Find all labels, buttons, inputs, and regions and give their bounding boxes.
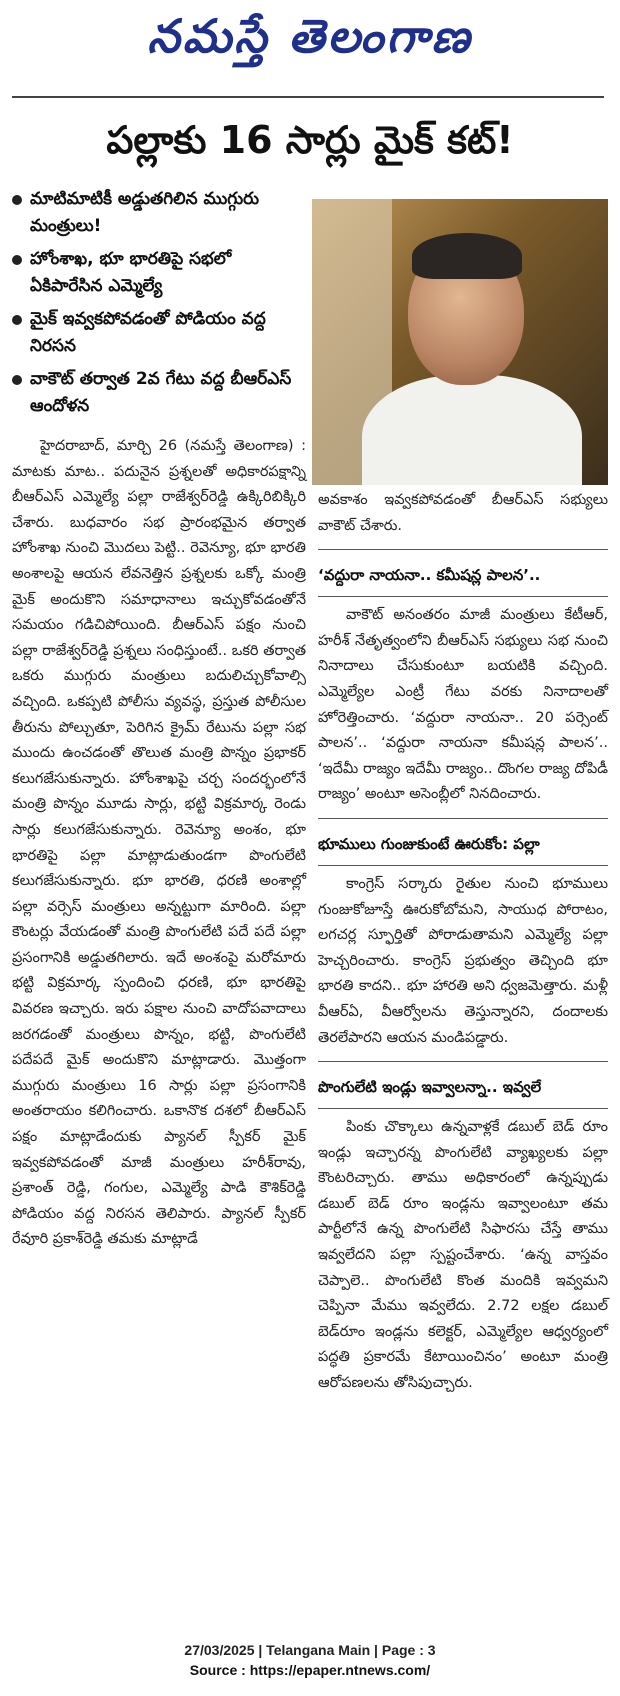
bullet-dot-icon bbox=[12, 255, 22, 265]
section-divider bbox=[318, 865, 608, 866]
section-heading: భూములు గుంజుకుంటే ఊరుకోం: పల్లా bbox=[318, 834, 540, 853]
top-divider bbox=[12, 96, 604, 98]
section-paragraph: కాంగ్రెస్ సర్కారు రైతుల నుంచి భూములు గుంజుకోజూస్తే ఊరుకోబోమని, సాయుధ పోరాటం, లగచర్ల స్ఫూర్తితో పోరాడుతామని ఎమ్మెల్యే పల్లా హెచ్చరించారు. కాంగ్రెస్ ప్రభుత్వం తెచ్చింది భూ భారతి కాదని.. భూ హారతి అని ధ్వజమెత్తారు. మళ్లీ వీఆర్ఏ, వీఆర్వోలను తెస్తున్నారని, దందాలకు తెరలేపారని ఆయన మండిపడ్డారు. bbox=[318, 875, 608, 1046]
edition-info: 27/03/2025 | Telangana Main | Page : 3 bbox=[184, 1642, 436, 1658]
bullet-text: హోంశాఖ, భూ భారతిపై సభలో ఏకిపారేసిన ఎమ్మెల్యే bbox=[30, 249, 232, 296]
bullet-text: మాటిమాటికీ అడ్డుతగిలిన ముగ్గురు మంత్రులు! bbox=[30, 189, 260, 236]
bullet-item bbox=[12, 366, 304, 420]
bullet-item bbox=[12, 246, 304, 300]
article-section bbox=[318, 818, 608, 1051]
bullet-item bbox=[12, 306, 304, 360]
section-paragraph: వాకౌట్ అనంతరం మాజీ మంత్రులు కేటీఆర్, హరీశ్ నేతృత్వంలోని బీఆర్ఎస్ సభ్యులు సభ నుంచి నినాదాలు చేసుకుంటూ బయటికి వచ్చింది. ఎమ్మెల్యేల ఎంట్రీ గేటు వరకు నినాదాలతో హోరెత్తించారు. ‘వద్దురా నాయనా.. 20 పర్సెంట్ పాలన’.. ‘వద్దురా నాయనా కమీషన్ల పాలన’.. ‘ఇదేమీ రాజ్యం ఇదేమీ రాజ్యం.. దొంగల రాజ్య దోపిడీ రాజ్యం’ అంటూ అసెంబ్లీలో నినదించారు. bbox=[318, 607, 608, 803]
bullet-dot-icon bbox=[12, 375, 22, 385]
section-paragraph: పింకు చొక్కాలు ఉన్నవాళ్లకే డబుల్ బెడ్ రూం ఇండ్లు ఇచ్చారన్న పొంగులేటి వ్యాఖ్యలకు పల్లా కౌంటరిచ్చారు. తాము అధికారంలో ఉన్నప్పుడు డబుల్ బెడ్ రూం ఇండ్లను ఇవ్వాలంటూ తమ పార్టీలోనే ఉన్న పొంగులేటి సిఫారసు చేస్తే తాము ఇవ్వలేదని పల్లా స్పష్టంచేశారు. ‘ఉన్న వాస్తవం చెప్పాలె.. పొంగులేటి కొంత మందికి ఇవ్వమని చెప్పినా మేము ఇవ్వలేదు. 2.72 లక్షల డబుల్ బెడ్‌రూం ఇండ్లను కలెక్టర్, ఎమ్మెల్యేల ఆధ్వర్యంలో పద్ధతి ప్రకారమే కేటాయించినం’ అంటూ మంత్రి ఆరోపణలను తోసిపుచ్చారు. bbox=[318, 1119, 608, 1392]
masthead bbox=[0, 0, 620, 84]
article-body-left-column bbox=[12, 434, 306, 1253]
article-headline: పల్లాకు 16 సార్లు మైక్ కట్! bbox=[106, 118, 514, 162]
article-section bbox=[318, 1061, 608, 1397]
article-body-right-column bbox=[318, 488, 608, 1397]
highlight-bullets bbox=[12, 186, 304, 426]
bullet-text: వాకౌట్ తర్వాత 2వ గేటు వద్ద బీఆర్ఎస్ ఆందోళన bbox=[30, 369, 292, 416]
bullet-dot-icon bbox=[12, 315, 22, 325]
page-footer bbox=[0, 1640, 620, 1680]
source-link[interactable]: Source : https://epaper.ntnews.com/ bbox=[189, 1662, 431, 1678]
bullet-dot-icon bbox=[12, 195, 22, 205]
section-divider bbox=[318, 549, 608, 550]
article-section bbox=[318, 549, 608, 808]
section-divider bbox=[318, 1061, 608, 1062]
newspaper-title: నమస్తే తెలంగాణ bbox=[147, 9, 473, 63]
article-paragraph: అవకాశం ఇవ్వకపోవడంతో బీఆర్ఎస్ సభ్యులు వాకౌట్ చేశారు. bbox=[318, 492, 608, 534]
section-divider bbox=[318, 1108, 608, 1109]
bullet-item bbox=[12, 186, 304, 240]
person-photo bbox=[312, 199, 608, 485]
section-heading: పొంగులేటి ఇండ్లు ఇవ్వాలన్నా.. ఇవ్వలే bbox=[318, 1078, 542, 1097]
article-paragraph: హైదరాబాద్, మార్చి 26 (నమస్తే తెలంగాణ) : మాటకు మాట.. పదునైన ప్రశ్నలతో అధికారపక్షాన్ని బీఆర్ఎస్ ఎమ్మెల్యే పల్లా రాజేశ్వర్‌రెడ్డి ఉక్కిరిబిక్కిరి చేశారు. బుధవారం సభ ప్రారంభమైన తర్వాత హోంశాఖ నుంచి మొదలు పెట్టి.. రెవెన్యూ, భూ భారతి అంశాలపై ఆయన లేవనెత్తిన ప్రశ్నలకు ఒక్కో మంత్రి మైక్ అందుకొని సమాధానాలు ఇచ్చుకోవడంతోనే సమయం గడిచిపోయింది. బీఆర్ఎస్ పక్షం నుంచి పల్లా రాజేశ్వర్‌రెడ్డి ప్రశ్నలు సంధిస్తుంటే.. ఒకరి తర్వాత ఒకరు ముగ్గురు మంత్రులు బదులిచ్చుకోవాల్సి వచ్చింది. ఒకప్పటి పోలీసు వ్యవస్థ, ప్రస్తుత పోలీసుల తీరును పోల్చుతూ, పెరిగిన క్రైమ్ రేటును పల్లా సభ ముందు ఉంచడంతో తొలుత మంత్రి పొన్నం ప్రభాకర్ కలుగజేసుకున్నారు. హోంశాఖపై చర్చ సందర్భంలోనే మంత్రి పొన్నం మూడు సార్లు, భట్టి విక్రమార్క రెండు సార్లు కలుగజేసుకున్నారు. రెవెన్యూ అంశం, భూ భారతిపై పల్లా మాట్లాడుతుండగా పొంగులేటి కలుగజేసుకున్నారు. భూ భారతి, ధరణి అంశాల్లో పల్లా వర్సెస్ మంత్రులు అన్నట్టుగా మారింది. పల్లా కౌంటర్లు వేయడంతో మంత్రి పొంగులేటి పదే పదే పల్లా ప్రసంగానికి అడ్డుతగిలారు. ఇదే అంశంపై మరోమారు భట్టి విక్రమార్క స్పందించి ధరణి, భూ భారతిపై వివరణ ఇచ్చారు. ఇరు పక్షాల నుంచి వాదోపవాదాలు జరగడంతో మంత్రులు పొన్నం, భట్టి, పొంగులేటి పదేపదే మైక్ అందుకొని మాట్లాడారు. మొత్తంగా ముగ్గురు మంత్రులు 16 సార్లు పల్లా ప్రసంగానికి అంతరాయం కలిగించారు. ఒకానొక దశలో బీఆర్ఎస్ పక్షం మాట్లాడేందుకు ప్యానల్ స్పీకర్ మైక్ ఇవ్వకపోవడంతో మాజీ మంత్రులు హరీశ్‌రావు, ప్రశాంత్ రెడ్డి, గంగుల, ఎమ్మెల్యే పాడి కౌశిక్‌రెడ్డి పోడియం వద్ద నిరసన తెలిపారు. ప్యానల్ స్పీకర్ రేవూరి ప్రకాశ్‌రెడ్డి తమకు మాట్లాడే bbox=[12, 438, 306, 1248]
section-divider bbox=[318, 818, 608, 819]
section-divider bbox=[318, 596, 608, 597]
bullet-text: మైక్ ఇవ్వకపోవడంతో పోడియం వద్ద నిరసన bbox=[30, 309, 266, 356]
section-heading: ‘వద్దురా నాయనా.. కమీషన్ల పాలన’.. bbox=[318, 566, 541, 585]
